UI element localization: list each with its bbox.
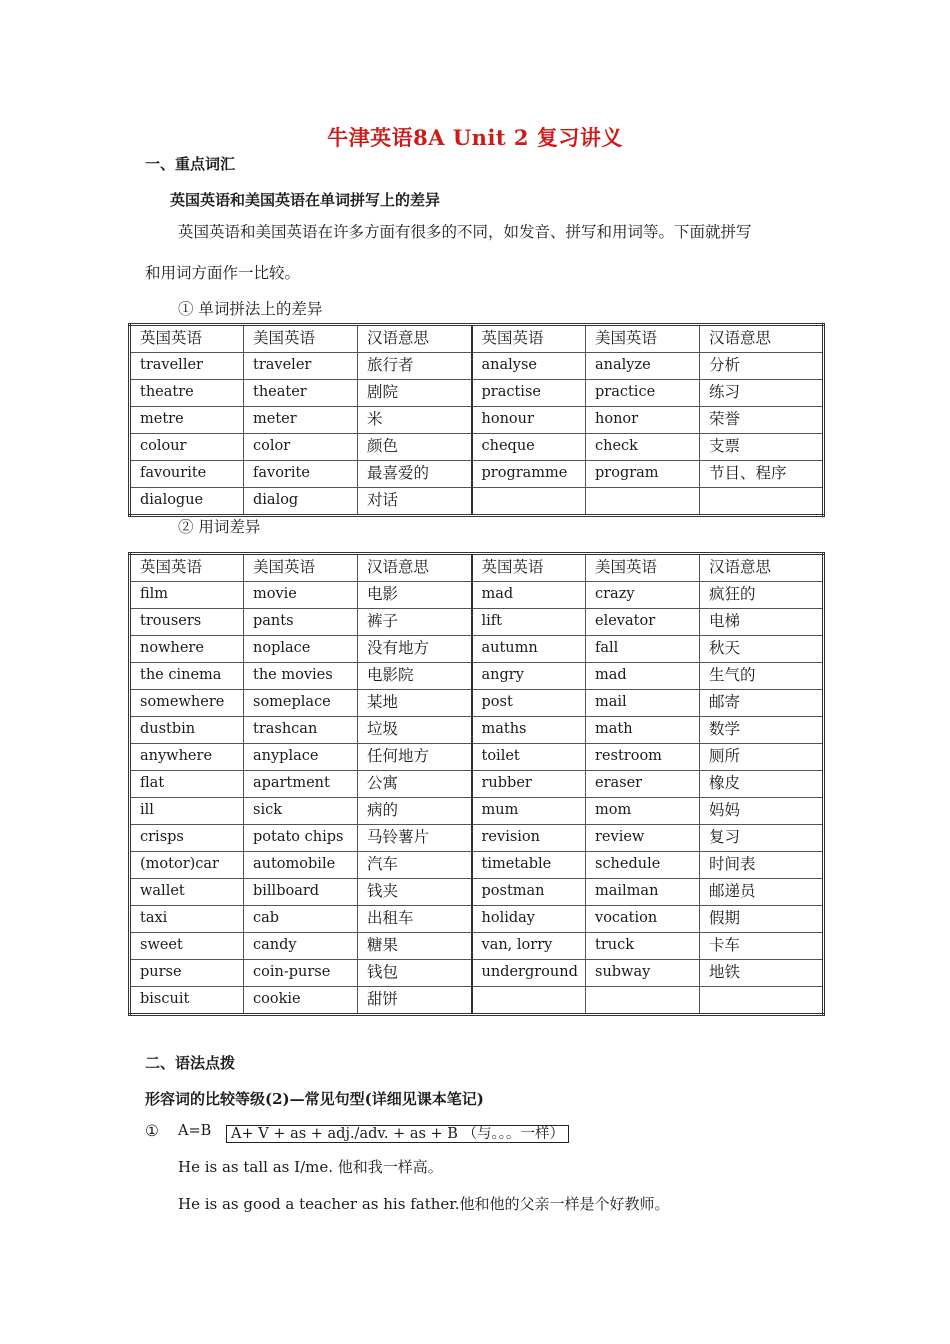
rule-number: ①: [145, 1122, 159, 1140]
british-word-cell: underground: [472, 960, 586, 987]
table-row: [130, 353, 824, 380]
chinese-meaning-cell: 公寓: [358, 771, 472, 798]
chinese-meaning-cell: 马铃薯片: [358, 825, 472, 852]
british-word-cell: somewhere: [130, 690, 244, 717]
british-word-cell: [472, 987, 586, 1015]
british-word-cell: taxi: [130, 906, 244, 933]
american-word-cell: movie: [244, 582, 358, 609]
british-word-cell: practise: [472, 380, 586, 407]
british-word-cell: wallet: [130, 879, 244, 906]
american-word-cell: automobile: [244, 852, 358, 879]
table-row: [130, 825, 824, 852]
table-row: [130, 488, 824, 516]
british-word-cell: favourite: [130, 461, 244, 488]
british-word-cell: nowhere: [130, 636, 244, 663]
table-header-row: [130, 554, 824, 582]
chinese-meaning-cell: 米: [358, 407, 472, 434]
american-word-cell: elevator: [586, 609, 700, 636]
table-row: [130, 960, 824, 987]
section1-heading: 一、重点词汇: [145, 155, 236, 173]
british-word-cell: biscuit: [130, 987, 244, 1015]
chinese-meaning-cell: 垃圾: [358, 717, 472, 744]
american-word-cell: candy: [244, 933, 358, 960]
chinese-meaning-cell: 电影院: [358, 663, 472, 690]
british-word-cell: colour: [130, 434, 244, 461]
british-word-cell: angry: [472, 663, 586, 690]
column-header: 英国英语: [472, 554, 586, 582]
table-row: [130, 380, 824, 407]
column-header: 美国英语: [586, 554, 700, 582]
american-word-cell: potato chips: [244, 825, 358, 852]
spelling-difference-table: [128, 323, 825, 517]
british-word-cell: postman: [472, 879, 586, 906]
chinese-meaning-cell: [700, 987, 824, 1015]
table-row: [130, 879, 824, 906]
table-row: [130, 582, 824, 609]
american-word-cell: color: [244, 434, 358, 461]
american-word-cell: mail: [586, 690, 700, 717]
chinese-meaning-cell: 厕所: [700, 744, 824, 771]
american-word-cell: apartment: [244, 771, 358, 798]
section2-subheading: 形容词的比较等级(2)—常见句型(详细见课本笔记): [145, 1090, 484, 1108]
british-word-cell: honour: [472, 407, 586, 434]
american-word-cell: eraser: [586, 771, 700, 798]
chinese-meaning-cell: 生气的: [700, 663, 824, 690]
british-word-cell: dialogue: [130, 488, 244, 516]
column-header: 美国英语: [586, 325, 700, 353]
american-word-cell: crazy: [586, 582, 700, 609]
chinese-meaning-cell: 任何地方: [358, 744, 472, 771]
column-header: 汉语意思: [358, 325, 472, 353]
chinese-meaning-cell: 数学: [700, 717, 824, 744]
table-row: [130, 717, 824, 744]
chinese-meaning-cell: 电梯: [700, 609, 824, 636]
british-word-cell: holiday: [472, 906, 586, 933]
british-word-cell: analyse: [472, 353, 586, 380]
british-word-cell: anywhere: [130, 744, 244, 771]
british-word-cell: traveller: [130, 353, 244, 380]
american-word-cell: cab: [244, 906, 358, 933]
british-word-cell: post: [472, 690, 586, 717]
british-word-cell: rubber: [472, 771, 586, 798]
chinese-meaning-cell: 裤子: [358, 609, 472, 636]
american-word-cell: truck: [586, 933, 700, 960]
british-word-cell: purse: [130, 960, 244, 987]
column-header: 英国英语: [130, 325, 244, 353]
table-row: [130, 461, 824, 488]
table-row: [130, 663, 824, 690]
table-row: [130, 636, 824, 663]
chinese-meaning-cell: 对话: [358, 488, 472, 516]
american-word-cell: dialog: [244, 488, 358, 516]
rule-formula: A+ V + as + adj./adv. + as + B （与。。。一样）: [226, 1125, 569, 1143]
american-word-cell: schedule: [586, 852, 700, 879]
american-word-cell: mom: [586, 798, 700, 825]
chinese-meaning-cell: 时间表: [700, 852, 824, 879]
american-word-cell: sick: [244, 798, 358, 825]
table-row: [130, 852, 824, 879]
american-word-cell: practice: [586, 380, 700, 407]
chinese-meaning-cell: 练习: [700, 380, 824, 407]
page-title: 牛津英语8A Unit 2 复习讲义: [327, 125, 623, 150]
table-row: [130, 609, 824, 636]
british-word-cell: revision: [472, 825, 586, 852]
column-header: 美国英语: [244, 325, 358, 353]
chinese-meaning-cell: 没有地方: [358, 636, 472, 663]
table1-caption: ① 单词拼法上的差异: [178, 300, 323, 318]
british-word-cell: trousers: [130, 609, 244, 636]
american-word-cell: trashcan: [244, 717, 358, 744]
intro-line-1: 英国英语和美国英语在许多方面有很多的不同，如发音、拼写和用词等。下面就拼写: [178, 223, 752, 241]
column-header: 美国英语: [244, 554, 358, 582]
rule-label: A=B: [178, 1123, 212, 1139]
british-word-cell: dustbin: [130, 717, 244, 744]
word-usage-difference-table: [128, 552, 825, 1016]
chinese-meaning-cell: 秋天: [700, 636, 824, 663]
british-word-cell: autumn: [472, 636, 586, 663]
table-row: [130, 434, 824, 461]
british-word-cell: metre: [130, 407, 244, 434]
chinese-meaning-cell: 钱包: [358, 960, 472, 987]
chinese-meaning-cell: 最喜爱的: [358, 461, 472, 488]
table2-caption: ② 用词差异: [178, 518, 261, 536]
chinese-meaning-cell: 病的: [358, 798, 472, 825]
american-word-cell: mailman: [586, 879, 700, 906]
british-word-cell: (motor)car: [130, 852, 244, 879]
chinese-meaning-cell: 旅行者: [358, 353, 472, 380]
chinese-meaning-cell: 地铁: [700, 960, 824, 987]
chinese-meaning-cell: 妈妈: [700, 798, 824, 825]
chinese-meaning-cell: 汽车: [358, 852, 472, 879]
british-word-cell: programme: [472, 461, 586, 488]
british-word-cell: lift: [472, 609, 586, 636]
american-word-cell: restroom: [586, 744, 700, 771]
american-word-cell: mad: [586, 663, 700, 690]
american-word-cell: billboard: [244, 879, 358, 906]
section2-heading: 二、语法点拨: [145, 1054, 236, 1072]
american-word-cell: cookie: [244, 987, 358, 1015]
chinese-meaning-cell: 电影: [358, 582, 472, 609]
chinese-meaning-cell: 疯狂的: [700, 582, 824, 609]
chinese-meaning-cell: 邮寄: [700, 690, 824, 717]
british-word-cell: toilet: [472, 744, 586, 771]
column-header: 汉语意思: [700, 554, 824, 582]
table-header-row: [130, 325, 824, 353]
column-header: 汉语意思: [700, 325, 824, 353]
table-row: [130, 906, 824, 933]
british-word-cell: mum: [472, 798, 586, 825]
american-word-cell: analyze: [586, 353, 700, 380]
chinese-meaning-cell: 橡皮: [700, 771, 824, 798]
chinese-meaning-cell: 某地: [358, 690, 472, 717]
table-row: [130, 798, 824, 825]
american-word-cell: anyplace: [244, 744, 358, 771]
column-header: 英国英语: [130, 554, 244, 582]
british-word-cell: the cinema: [130, 663, 244, 690]
american-word-cell: review: [586, 825, 700, 852]
section1-subheading: 英国英语和美国英语在单词拼写上的差异: [170, 191, 441, 209]
british-word-cell: [472, 488, 586, 516]
american-word-cell: someplace: [244, 690, 358, 717]
table-row: [130, 987, 824, 1015]
american-word-cell: fall: [586, 636, 700, 663]
column-header: 英国英语: [472, 325, 586, 353]
american-word-cell: pants: [244, 609, 358, 636]
american-word-cell: theater: [244, 380, 358, 407]
american-word-cell: noplace: [244, 636, 358, 663]
american-word-cell: [586, 488, 700, 516]
chinese-meaning-cell: 邮递员: [700, 879, 824, 906]
british-word-cell: cheque: [472, 434, 586, 461]
american-word-cell: vocation: [586, 906, 700, 933]
table-row: [130, 771, 824, 798]
chinese-meaning-cell: [700, 488, 824, 516]
chinese-meaning-cell: 甜饼: [358, 987, 472, 1015]
american-word-cell: meter: [244, 407, 358, 434]
chinese-meaning-cell: 复习: [700, 825, 824, 852]
example-1: He is as tall as I/me. 他和我一样高。: [178, 1158, 443, 1176]
chinese-meaning-cell: 分析: [700, 353, 824, 380]
american-word-cell: subway: [586, 960, 700, 987]
british-word-cell: van, lorry: [472, 933, 586, 960]
american-word-cell: [586, 987, 700, 1015]
example-2: He is as good a teacher as his father.他和他的父亲一样是个好教师。: [178, 1195, 670, 1213]
table-row: [130, 407, 824, 434]
chinese-meaning-cell: 颜色: [358, 434, 472, 461]
chinese-meaning-cell: 糖果: [358, 933, 472, 960]
british-word-cell: ill: [130, 798, 244, 825]
american-word-cell: check: [586, 434, 700, 461]
intro-line-2: 和用词方面作一比较。: [145, 264, 301, 282]
table-row: [130, 690, 824, 717]
american-word-cell: honor: [586, 407, 700, 434]
american-word-cell: the movies: [244, 663, 358, 690]
british-word-cell: sweet: [130, 933, 244, 960]
british-word-cell: mad: [472, 582, 586, 609]
chinese-meaning-cell: 钱夹: [358, 879, 472, 906]
chinese-meaning-cell: 卡车: [700, 933, 824, 960]
chinese-meaning-cell: 荣誉: [700, 407, 824, 434]
column-header: 汉语意思: [358, 554, 472, 582]
chinese-meaning-cell: 支票: [700, 434, 824, 461]
chinese-meaning-cell: 剧院: [358, 380, 472, 407]
chinese-meaning-cell: 假期: [700, 906, 824, 933]
american-word-cell: favorite: [244, 461, 358, 488]
british-word-cell: theatre: [130, 380, 244, 407]
british-word-cell: flat: [130, 771, 244, 798]
american-word-cell: program: [586, 461, 700, 488]
table-row: [130, 744, 824, 771]
american-word-cell: traveler: [244, 353, 358, 380]
british-word-cell: crisps: [130, 825, 244, 852]
british-word-cell: maths: [472, 717, 586, 744]
american-word-cell: coin-purse: [244, 960, 358, 987]
british-word-cell: film: [130, 582, 244, 609]
british-word-cell: timetable: [472, 852, 586, 879]
table-row: [130, 933, 824, 960]
chinese-meaning-cell: 节目、程序: [700, 461, 824, 488]
chinese-meaning-cell: 出租车: [358, 906, 472, 933]
american-word-cell: math: [586, 717, 700, 744]
